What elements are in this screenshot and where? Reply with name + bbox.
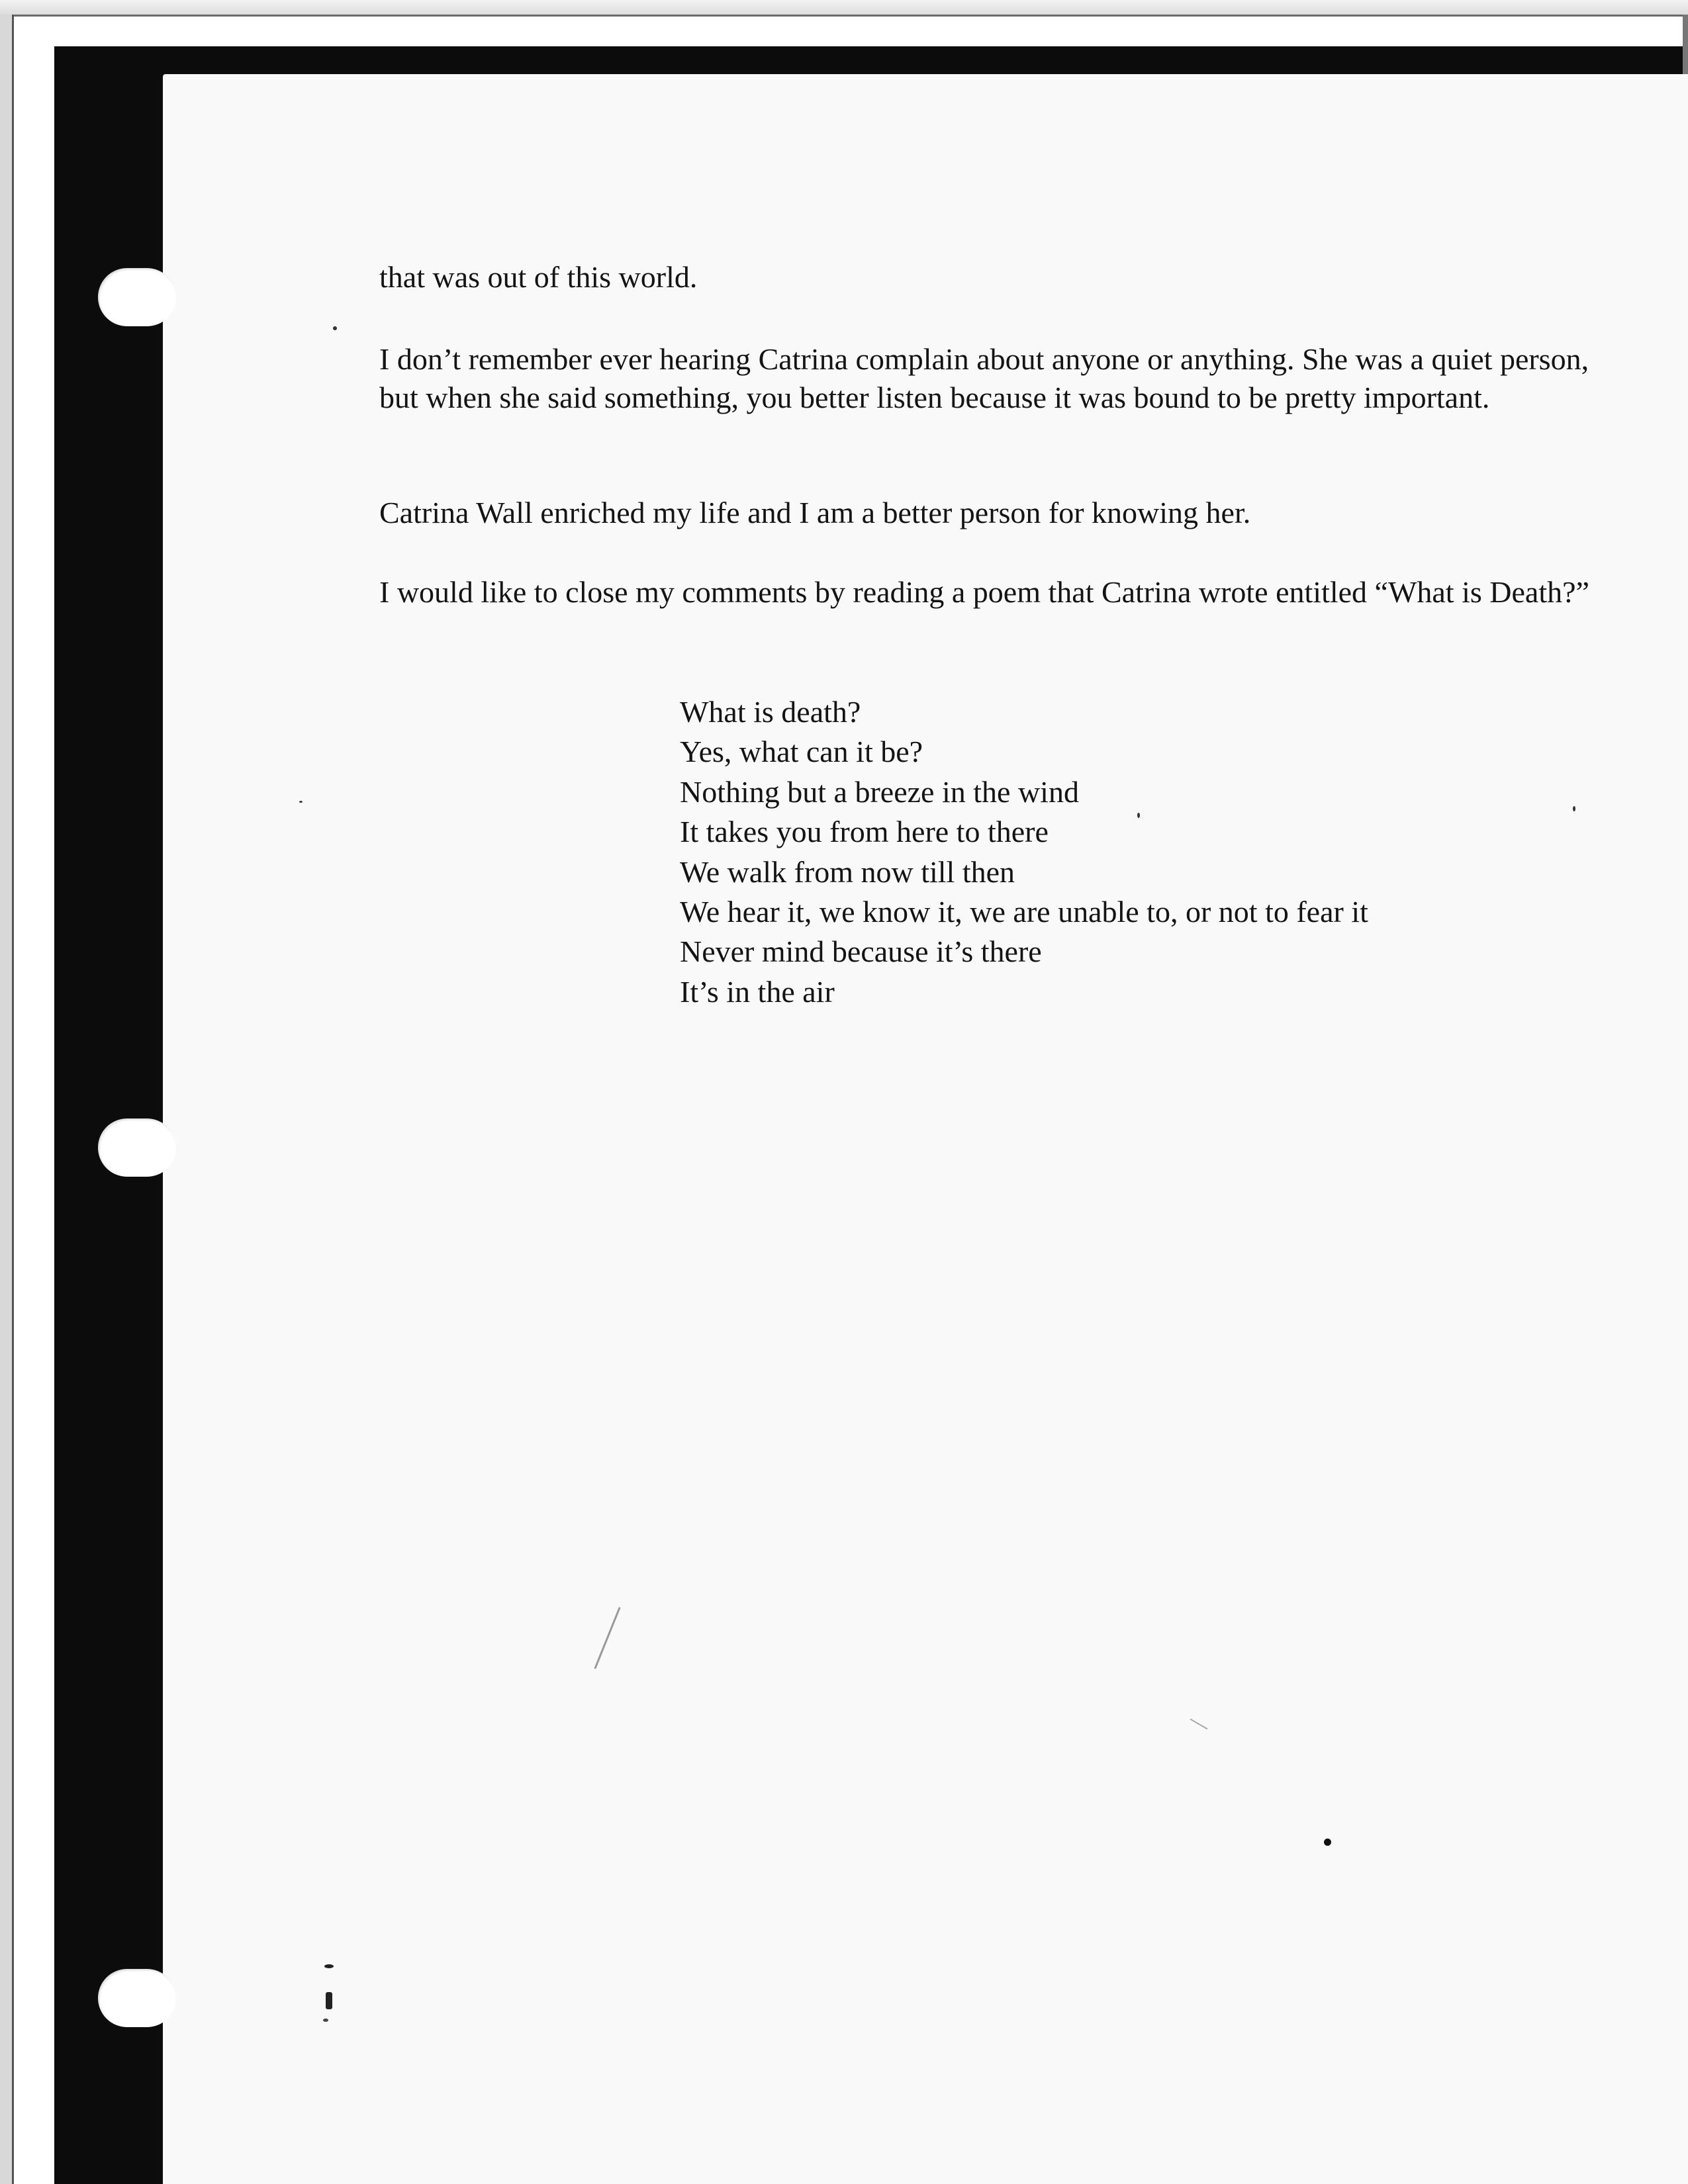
poem bbox=[680, 692, 1540, 1012]
scan-speck bbox=[323, 2019, 328, 2022]
poem-line: We hear it, we know it, we are unable to, or not to fear it bbox=[680, 895, 1368, 929]
scan-speck bbox=[1573, 806, 1575, 811]
paragraph: I would like to close my comments by reading a poem that Catrina wrote entitled “What is Death?” bbox=[379, 575, 1589, 609]
punch-hole bbox=[98, 1969, 176, 2027]
scan-speck bbox=[299, 801, 303, 803]
poem-line: It’s in the air bbox=[680, 974, 835, 1009]
scan-speck bbox=[333, 326, 337, 330]
scan-speck bbox=[324, 1964, 334, 1968]
binder-top-shadow bbox=[54, 46, 1688, 78]
binder-strip bbox=[54, 46, 180, 2184]
paragraph: I don’t remember ever hearing Catrina complain about anyone or anything. She was a quiet person, but when she said something, you better listen because it was bound to be pretty important. bbox=[379, 342, 1589, 414]
paragraph: that was out of this world. bbox=[379, 260, 698, 294]
scan-top-edge bbox=[0, 0, 1688, 17]
poem-line: Yes, what can it be? bbox=[680, 735, 923, 769]
punch-hole bbox=[98, 1118, 176, 1177]
scan-left-edge bbox=[0, 15, 14, 2184]
scan-speck bbox=[326, 1992, 332, 2009]
poem-line: Never mind because it’s there bbox=[680, 934, 1042, 969]
scan-speck bbox=[1324, 1839, 1331, 1846]
punch-hole bbox=[98, 268, 176, 326]
paragraph: Catrina Wall enriched my life and I am a better person for knowing her. bbox=[379, 496, 1251, 529]
poem-line: What is death? bbox=[680, 695, 861, 729]
poem-line: It takes you from here to there bbox=[680, 815, 1049, 849]
scan-speck bbox=[1137, 813, 1140, 818]
poem-line: We walk from now till then bbox=[680, 854, 1015, 889]
poem-line: Nothing but a breeze in the wind bbox=[680, 774, 1079, 809]
